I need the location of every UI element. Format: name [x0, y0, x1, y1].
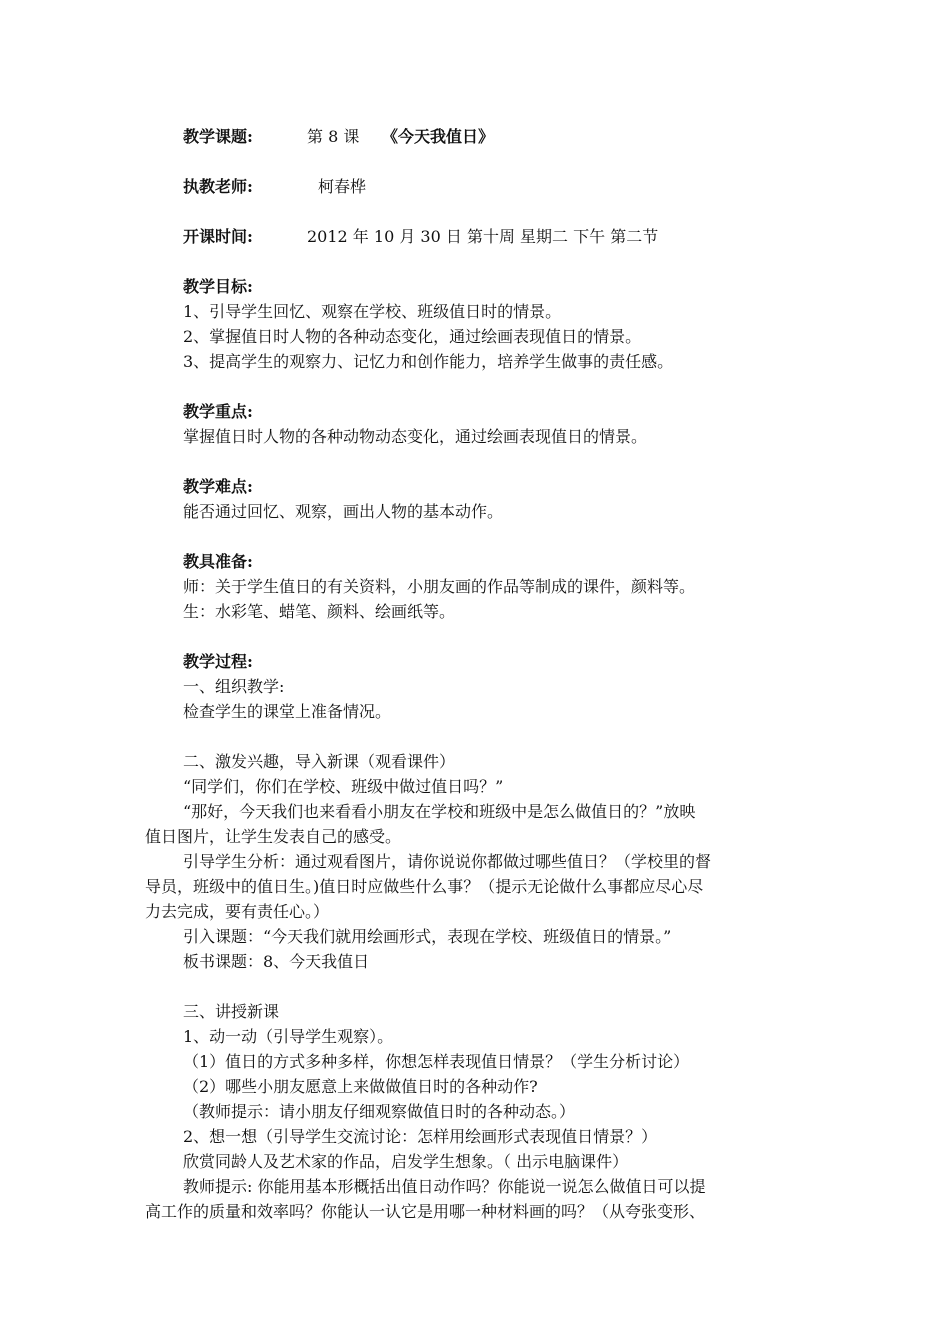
teacher-label: 执教老师: [183, 177, 253, 196]
paragraph-line: 1、动一动（引导学生观察）。 [183, 1027, 394, 1046]
key-point-text: 掌握值日时人物的各种动物动态变化，通过绘画表现值日的情景。 [183, 427, 648, 446]
key-point-heading: 教学重点: [183, 402, 253, 421]
topic-title: 《今天我值日》 [382, 127, 495, 146]
paragraph-line: 检查学生的课堂上准备情况。 [183, 702, 392, 721]
paragraph-line: 2、想一想（引导学生交流讨论：怎样用绘画形式表现值日情景？） [183, 1127, 658, 1146]
paragraph-line: 引导学生分析：通过观看图片，请你说说你都做过哪些值日？（学校里的督 [183, 852, 712, 871]
materials-student: 生：水彩笔、蜡笔、颜料、绘画纸等。 [183, 602, 456, 621]
paragraph-line: 力去完成，要有责任心。） [145, 902, 330, 921]
time-value: 2012 年 10 月 30 日 第十周 星期二 下午 第二节 [307, 227, 659, 246]
section-title: 二、激发兴趣，导入新课（观看课件） [183, 752, 456, 771]
objective-item: 1、引导学生回忆、观察在学校、班级值日时的情景。 [183, 302, 562, 321]
paragraph-line: （2）哪些小朋友愿意上来做做值日时的各种动作? [183, 1077, 538, 1096]
paragraph-line: “那好，今天我们也来看看小朋友在学校和班级中是怎么做值日的？”放映 [183, 802, 696, 821]
teacher-name: 柯春桦 [318, 177, 367, 196]
process-heading: 教学过程: [183, 652, 253, 671]
paragraph-line: 引入课题：“今天我们就用绘画形式，表现在学校、班级值日的情景。” [183, 927, 672, 946]
section-title: 一、组织教学: [183, 677, 285, 696]
paragraph-line: （1）值日的方式多种多样，你想怎样表现值日情景？（学生分析讨论） [183, 1052, 690, 1071]
topic-lesson: 第 8 课 [307, 127, 360, 146]
paragraph-line: 高工作的质量和效率吗？你能认一认它是用哪一种材料画的吗？（从夸张变形、 [145, 1202, 706, 1221]
objective-item: 3、提高学生的观察力、记忆力和创作能力，培养学生做事的责任感。 [183, 352, 674, 371]
paragraph-line: 导员，班级中的值日生。)值日时应做些什么事？（提示无论做什么事都应尽心尽 [145, 877, 704, 896]
materials-teacher: 师：关于学生值日的有关资料，小朋友画的作品等制成的课件，颜料等。 [183, 577, 696, 596]
topic-label: 教学课题: [183, 127, 253, 146]
section-title: 三、讲授新课 [183, 1002, 280, 1021]
objective-item: 2、掌握值日时人物的各种动态变化，通过绘画表现值日的情景。 [183, 327, 642, 346]
materials-heading: 教具准备: [183, 552, 253, 571]
difficulty-text: 能否通过回忆、观察，画出人物的基本动作。 [183, 502, 504, 521]
paragraph-line: （教师提示：请小朋友仔细观察做值日时的各种动态。） [183, 1102, 576, 1121]
paragraph-line: 欣赏同龄人及艺术家的作品，启发学生想象。（ 出示电脑课件） [183, 1152, 629, 1171]
objectives-heading: 教学目标: [183, 277, 253, 296]
paragraph-line: 板书课题：8、今天我值日 [183, 952, 370, 971]
paragraph-line: 教师提示: 你能用基本形概括出值日动作吗？你能说一说怎么做值日可以提 [183, 1177, 706, 1196]
difficulty-heading: 教学难点: [183, 477, 253, 496]
time-label: 开课时间: [183, 227, 253, 246]
paragraph-line: “同学们，你们在学校、班级中做过值日吗？” [183, 777, 504, 796]
paragraph-line: 值日图片，让学生发表自己的感受。 [145, 827, 402, 846]
